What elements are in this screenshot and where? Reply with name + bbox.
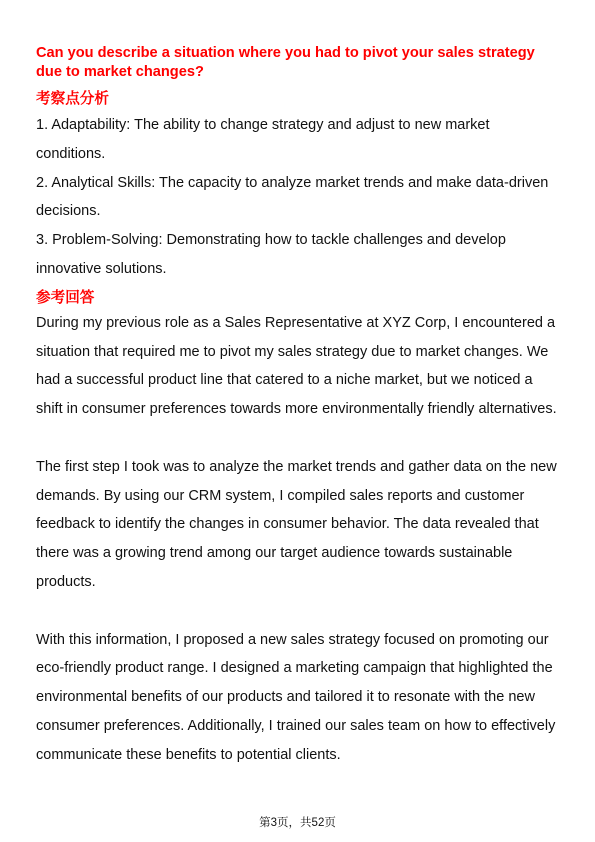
answer-paragraph: During my previous role as a Sales Representative at XYZ Corp, I encountered a situation that required me to pivot my sales strategy due to market changes. We had a successful product line that catered to a niche market, but we noticed a shift in consumer preferences towards more environmentally friendly alternatives. xyxy=(36,314,557,418)
analysis-point: 1. Adaptability: The ability to change strategy and adjust to new market conditions. xyxy=(36,117,490,162)
document-page xyxy=(36,44,561,770)
question-heading: Can you describe a situation where you had to pivot your sales strategy due to market changes? xyxy=(36,45,535,80)
answer-body xyxy=(36,309,561,770)
analysis-point: 3. Problem-Solving: Demonstrating how to tackle challenges and develop innovative solutions. xyxy=(36,232,506,277)
paragraph-spacer xyxy=(36,424,561,453)
answer-paragraph: The first step I took was to analyze the market trends and gather data on the new demands. By using our CRM system, I compiled sales reports and customer feedback to identify the changes in consumer behavior. The data revealed that there was a growing trend among our target audience towards sustainable products. xyxy=(36,458,557,590)
analysis-points xyxy=(36,111,561,284)
analysis-heading: 考察点分析 xyxy=(36,91,109,107)
page-footer: 第3页，共52页 xyxy=(259,817,336,829)
answer-heading: 参考回答 xyxy=(36,289,95,306)
paragraph-spacer xyxy=(36,597,561,626)
answer-paragraph: With this information, I proposed a new sales strategy focused on promoting our eco-friendly product range. I designed a marketing campaign that highlighted the environmental benefits of our products and tailored it to resonate with the new consumer preferences. Additionally, I trained our sales team on how to effectively communicate these benefits to potential clients. xyxy=(36,631,556,763)
analysis-point: 2. Analytical Skills: The capacity to analyze market trends and make data-driven decisions. xyxy=(36,174,549,220)
